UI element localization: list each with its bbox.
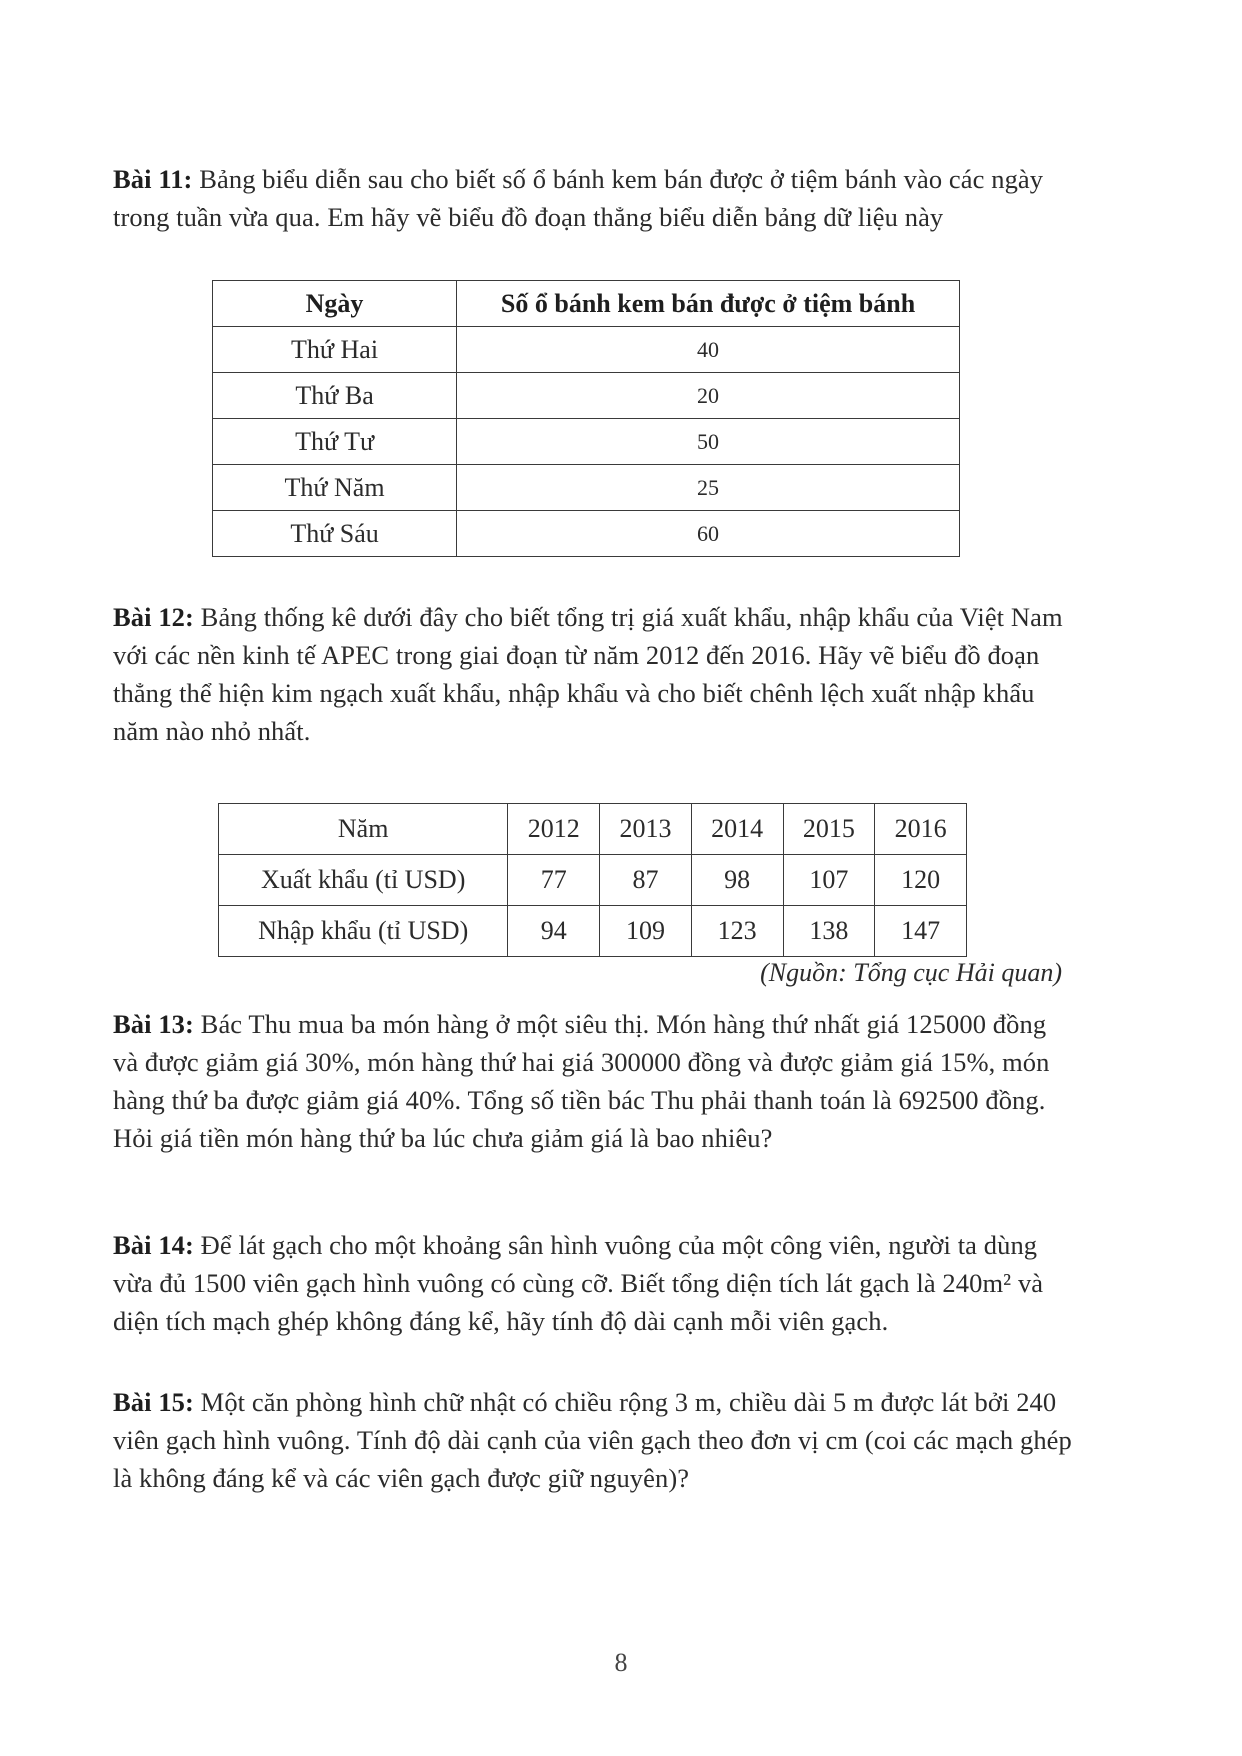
- cell-day: Thứ Ba: [213, 373, 457, 419]
- exercise-14: [113, 1226, 1073, 1340]
- cell-value: 77: [508, 855, 600, 906]
- table-row: [213, 419, 960, 465]
- row-label-export: Xuất khẩu (tỉ USD): [219, 855, 508, 906]
- cell-value: 107: [783, 855, 875, 906]
- cell-value: 138: [783, 906, 875, 957]
- cell-value: 109: [600, 906, 692, 957]
- header-year: 2013: [600, 804, 692, 855]
- header-year: 2016: [875, 804, 967, 855]
- exercise-15: [113, 1383, 1073, 1497]
- table-row: [213, 327, 960, 373]
- exercise-label: Bài 12:: [113, 602, 194, 632]
- header-day: Ngày: [213, 281, 457, 327]
- exercise-label: Bài 13:: [113, 1009, 194, 1039]
- page-number: 8: [614, 1648, 628, 1677]
- table-row: [219, 855, 967, 906]
- cell-value: 123: [691, 906, 783, 957]
- header-year: 2012: [508, 804, 600, 855]
- table-row: [213, 465, 960, 511]
- cell-value: 50: [457, 419, 960, 465]
- header-year: 2014: [691, 804, 783, 855]
- exercise-text: Một căn phòng hình chữ nhật có chiều rộng 3 m, chiều dài 5 m được lát bởi 240 viên gạch hình vuông. Tính độ dài cạnh của viên gạch theo đơn vị cm (coi các mạch ghép là không đáng kể và các viên gạch được giữ nguyên)?: [113, 1387, 1072, 1493]
- cell-day: Thứ Tư: [213, 419, 457, 465]
- cell-value: 98: [691, 855, 783, 906]
- cell-value: 40: [457, 327, 960, 373]
- header-year: 2015: [783, 804, 875, 855]
- cell-value: 120: [875, 855, 967, 906]
- table-header-row: [219, 804, 967, 855]
- cell-value: 94: [508, 906, 600, 957]
- cell-value: 60: [457, 511, 960, 557]
- cell-value: 25: [457, 465, 960, 511]
- table-source-note: (Nguồn: Tổng cục Hải quan): [760, 958, 1062, 987]
- exercise-13: [113, 1005, 1073, 1157]
- cell-day: Thứ Hai: [213, 327, 457, 373]
- cell-day: Thứ Năm: [213, 465, 457, 511]
- exercise-text: Bảng thống kê dưới đây cho biết tổng trị giá xuất khẩu, nhập khẩu của Việt Nam với các nền kinh tế APEC trong giai đoạn từ năm 2012 đến 2016. Hãy vẽ biểu đồ đoạn thẳng thể hiện kim ngạch xuất khẩu, nhập khẩu và cho biết chênh lệch xuất nhập khẩu năm nào nhỏ nhất.: [113, 602, 1063, 746]
- cell-value: 147: [875, 906, 967, 957]
- table-row: [213, 373, 960, 419]
- exercise-11: [113, 160, 1073, 236]
- cell-day: Thứ Sáu: [213, 511, 457, 557]
- table-header-row: [213, 281, 960, 327]
- exercise-text: Để lát gạch cho một khoảng sân hình vuông của một công viên, người ta dùng vừa đủ 1500 viên gạch hình vuông có cùng cỡ. Biết tổng diện tích lát gạch là 240m² và diện tích mạch ghép không đáng kể, hãy tính độ dài cạnh mỗi viên gạch.: [113, 1230, 1044, 1336]
- cell-value: 87: [600, 855, 692, 906]
- exercise-label: Bài 11:: [113, 164, 193, 194]
- sales-table: [212, 280, 960, 557]
- exercise-12: [113, 598, 1073, 750]
- table-row: [213, 511, 960, 557]
- header-year-label: Năm: [219, 804, 508, 855]
- header-count: Số ổ bánh kem bán được ở tiệm bánh: [457, 281, 960, 327]
- cell-value: 20: [457, 373, 960, 419]
- trade-table: [218, 803, 967, 957]
- row-label-import: Nhập khẩu (tỉ USD): [219, 906, 508, 957]
- exercise-label: Bài 14:: [113, 1230, 194, 1260]
- exercise-text: Bảng biểu diễn sau cho biết số ổ bánh kem bán được ở tiệm bánh vào các ngày trong tuần vừa qua. Em hãy vẽ biểu đồ đoạn thẳng biểu diễn bảng dữ liệu này: [113, 164, 1044, 232]
- exercise-label: Bài 15:: [113, 1387, 194, 1417]
- table-row: [219, 906, 967, 957]
- exercise-text: Bác Thu mua ba món hàng ở một siêu thị. Món hàng thứ nhất giá 125000 đồng và được giảm giá 30%, món hàng thứ hai giá 300000 đồng và được giảm giá 15%, món hàng thứ ba được giảm giá 40%. Tổng số tiền bác Thu phải thanh toán là 692500 đồng. Hỏi giá tiền món hàng thứ ba lúc chưa giảm giá là bao nhiêu?: [113, 1009, 1050, 1153]
